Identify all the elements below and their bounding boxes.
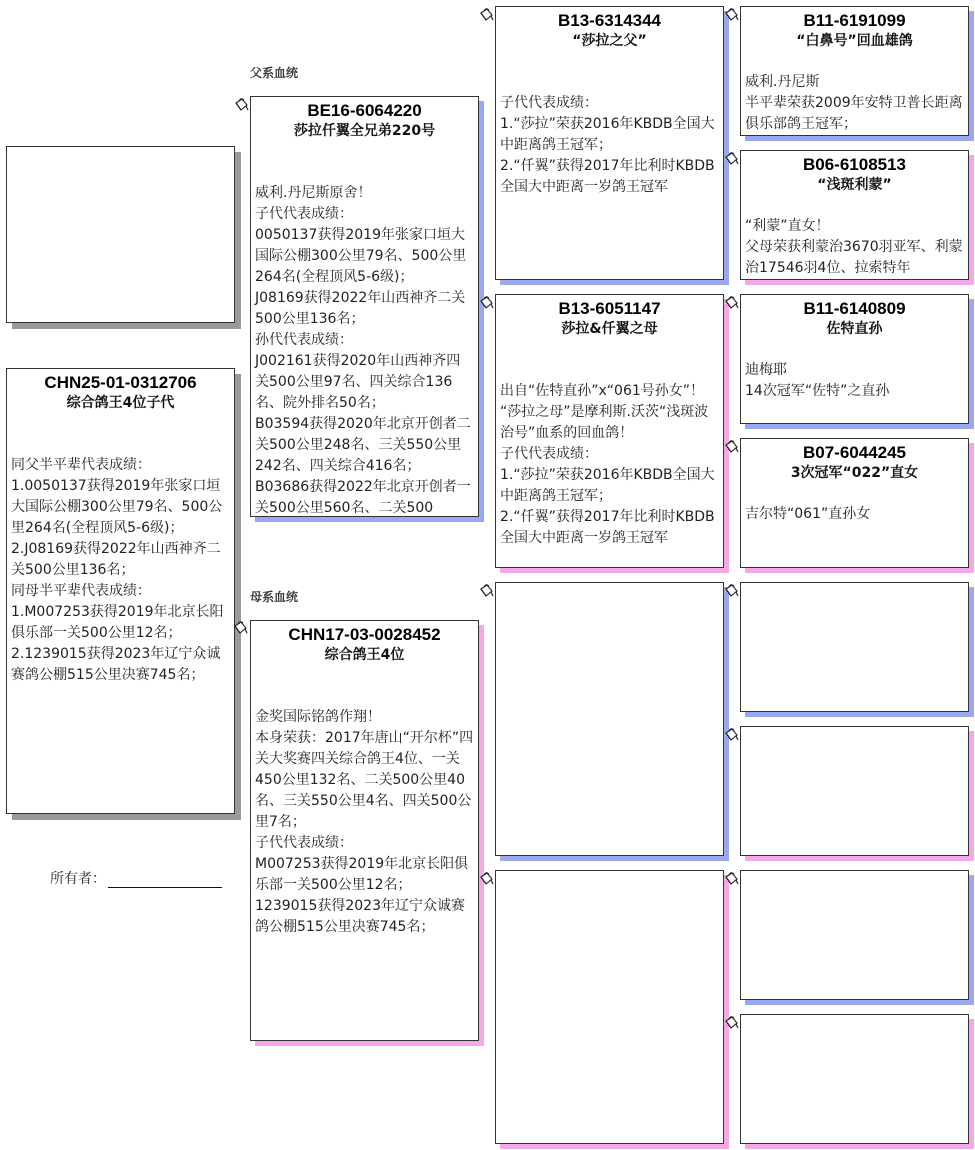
ggp1-ring: B06-6108513 [802,155,907,174]
dam-name: 综合鸽王4位 [324,647,405,663]
ggp0-name: “白鼻号”回血雄鸽 [796,33,913,49]
fill-color-bucket-icon[interactable] [723,727,739,743]
ggp6-card[interactable] [740,870,969,1000]
fill-color-bucket-icon[interactable] [478,295,494,311]
fill-color-bucket-icon[interactable] [723,439,739,455]
dam-desc: 金奖国际铭鸽作翔！ 本身荣获：2017年唐山“开尔杯”四关大奖赛四关综合鸽王4位、一关450公里132名、二关500公里40名、三关550公里4名、四关500公里7名； 子代代表成绩： M007253获得2019年北京长阳俱乐部一关500公里12名； 1239015获得2023年辽宁众诚赛鸽公棚515公里决赛745名； [255,709,474,935]
grandsire-maternal-card[interactable] [495,582,724,856]
fill-color-bucket-icon[interactable] [233,97,249,113]
sire-card[interactable] [250,96,479,517]
grandsire-paternal-card[interactable] [495,6,724,280]
gp0-name: “莎拉之父” [572,33,647,49]
granddam-maternal-card[interactable] [495,870,724,1144]
ggp2-name: 佐特直孙 [826,321,883,337]
gp0-ring: B13-6314344 [557,11,662,30]
gp1-ring: B13-6051147 [558,299,661,318]
fill-color-bucket-icon[interactable] [478,583,494,599]
ggp2-desc: 迪梅耶 14次冠军“佐特”之直孙 [745,362,890,399]
ggp2-ring: B11-6140809 [803,299,906,318]
fill-color-bucket-icon[interactable] [723,295,739,311]
fill-color-bucket-icon[interactable] [478,7,494,23]
fill-color-bucket-icon[interactable] [723,583,739,599]
subject-name: 综合鸽王4位子代 [66,395,175,411]
subject-ring: CHN25-01-0312706 [44,373,197,392]
sire-desc: 威利.丹尼斯原舍！ 子代代表成绩： 0050137获得2019年张家口垣大国际公棚300公里79名、500公里264名(全程顶风5-6级)； J08169获得2022年山西神齐二关500公里136名； 孙代代表成绩： J002161获得2020年山西神齐四关500公里97名、四关综合136名、院外排名50名； B03594获得2020年北京开创者二关500公里248名、三关550公里242名、四关综合416名； B03686获得2022年北京开创者一关500公里560名、二关500 [255,185,471,516]
gp0-desc: 子代代表成绩： 1.“莎拉”荣获2016年KBDB全国大中距离鸽王冠军； 2.“仟翼”获得2017年比利时KBDB全国大中距离一岁鸽王冠军 [500,95,715,195]
subject-card[interactable] [6,368,235,814]
dam-ring: CHN17-03-0028452 [288,625,441,644]
ggp0-card[interactable] [740,6,969,136]
ggp3-ring: B07-6044245 [802,443,907,462]
subject-desc: 同父半平辈代表成绩： 1.0050137获得2019年张家口垣大国际公棚300公里79名、500公里264名(全程顶风5-6级)； 2.J08169获得2022年山西神齐二关500公里136名； 同母半平辈代表成绩： 1.M007253获得2019年北京长阳俱乐部一关500公里12名； 2.1239015获得2023年辽宁众诚赛鸽公棚515公里决赛745名； [11,457,224,683]
fill-color-bucket-icon[interactable] [478,871,494,887]
ggp1-card[interactable] [740,150,969,280]
photo-placeholder[interactable] [6,146,235,323]
ggp7-card[interactable] [740,1014,969,1144]
ggp0-desc: 威利.丹尼斯 半平辈荣获2009年安特卫普长距离俱乐部鸽王冠军； [745,74,963,132]
ggp0-ring: B11-6191099 [803,11,906,30]
gp1-desc: 出自“佐特直孙”x“061号孙女”！ “莎拉之母”是摩利斯.沃茨“浅斑波治号”血系的回血鸽！ 子代代表成绩： 1.“莎拉”荣获2016年KBDB全国大中距离鸽王冠军； 2.“仟翼”获得2017年比利时KBDB全国大中距离一岁鸽王冠军 [500,383,715,546]
paternal-label: 父系血统 [250,66,299,80]
ggp5-card[interactable] [740,726,969,856]
ggp4-card[interactable] [740,582,969,712]
fill-color-bucket-icon[interactable] [723,871,739,887]
ggp3-name: 3次冠军“022”直女 [790,465,919,481]
ggp3-desc: 吉尔特“061”直孙女 [745,506,871,522]
ggp1-desc: “利蒙”直女！ 父母荣获利蒙治3670羽亚军、利蒙治17546羽4位、拉索特年 [745,218,963,276]
sire-ring: BE16-6064220 [307,101,422,120]
dam-card[interactable] [250,620,479,1041]
fill-color-bucket-icon[interactable] [723,151,739,167]
sire-name: 莎拉仟翼全兄弟220号 [293,123,436,139]
owner-value[interactable] [108,871,222,888]
ggp2-card[interactable] [740,294,969,424]
gp1-name: 莎拉&仟翼之母 [561,321,658,337]
granddam-paternal-card[interactable] [495,294,724,568]
owner-field[interactable] [50,868,222,888]
owner-label: 所有者： [50,871,106,887]
ggp1-name: “浅斑利蒙” [817,177,892,193]
maternal-label: 母系血统 [250,590,299,604]
fill-color-bucket-icon[interactable] [723,1015,739,1031]
fill-color-bucket-icon[interactable] [232,620,248,636]
fill-color-bucket-icon[interactable] [723,7,739,23]
ggp3-card[interactable] [740,438,969,568]
